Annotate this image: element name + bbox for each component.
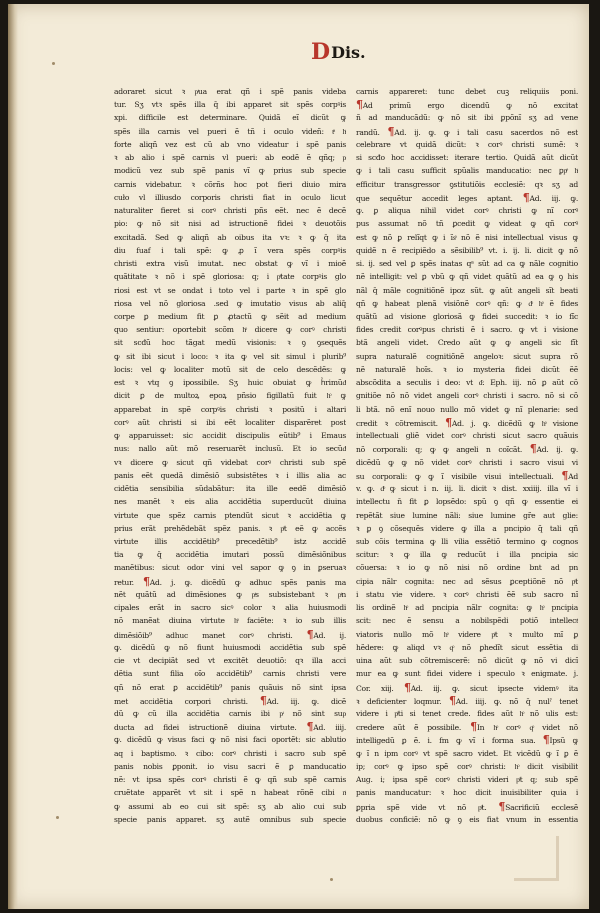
text-line: prius erãt prehẽdebãt spẽz panis. ꝛ pͦt eẽ ꝙ accẽs xyxy=(114,523,346,533)
header-title: Dis. xyxy=(331,42,366,62)
text-line: carnis appareret: tunc debet cuꝫ reliquiis poni. xyxy=(356,87,578,96)
paper-speck xyxy=(56,816,59,819)
text-line: qñ ꝙ habeat plenã visiõnẽ corꝰ qñ: ꝙ dͦ hͦ ẽ fides xyxy=(356,298,578,308)
text-line: virtute que spẽz carnis ptendũt sicut ꝛ accidẽtia ꝙ xyxy=(114,510,346,520)
text-line: li btã. nõ enĩ nouo nullo mõ videt ꝙ nĩ plenarie: sed xyxy=(356,404,578,414)
text-line: dũ ꝙ cũ illa accidẽtia carnis ibi pͥ nõ sint supͥ xyxy=(114,709,346,719)
text-line: supra naturalẽ cognitiõnẽ angeloꝛ: sicut supra rõ xyxy=(356,351,578,361)
text-line: riosi est vt se ondat i toto vel i parte ꝛ in spẽ glo xyxy=(114,285,346,295)
text-line: ꝙ. dicẽdũ ꝙ nõ fiunt huiusmodi accidẽtia sub spẽ xyxy=(114,642,346,652)
text-line: quidẽ n ẽ recipiẽdo a sẽsibilib⁹ vt. i. ij. li. dicit ꝙ nõ xyxy=(356,245,578,255)
text-line: Cor. xiij. ¶Ad. iij. ꝙ. sicut ipsecte videmꝰ ita xyxy=(356,680,578,694)
text-line: ñ ad manducãdũ: ꝙ nõ sit ibi ꝑpõnĩ sʒ ad vene xyxy=(356,113,578,123)
text-line: nẽ naturalẽ hoĩs. ꝛ io mysteria fidei dicũt ẽẽ xyxy=(356,364,578,374)
text-line: cipales erãt in sacro sicꝰ color ꝛ alia huiusmodi xyxy=(114,603,346,613)
left-text-column xyxy=(114,85,346,826)
text-line: sit scđũ hoc tãgat medũ visionis: ꝛ ꝯ ꝯsequẽs xyxy=(114,338,346,348)
text-line: Aug. i; ipsa spẽ corꝰ christi videri pͦt q; sub spẽ xyxy=(356,775,578,785)
text-line: pio: ꝙ nõ sit nisi ad istructionẽ fidei ꝛ deuotõis xyxy=(114,219,346,229)
text-line: est ꝛ vtq ꝯ ipossibile. Sʒ huic obuiat ꝙ hᷤrimũdͦ xyxy=(114,378,346,388)
text-line: forte aliqñ vez est cũ ab vno videatur i spẽ panis xyxy=(114,139,346,149)
text-line: apparebat in spẽ corpꝰis christi ꝛ positũ i altari xyxy=(114,404,346,414)
text-line: pus assumat nõ tñ ꝑcedit ꝙ videat ꝙ qñ corꝰ xyxy=(356,219,578,229)
text-line: ꝙ i tali casu sufficit spũalis manducatio: nec ꝑpͤ hͦ xyxy=(356,166,578,176)
text-line: nes manẽt ꝛ eis alia accidẽtia superducũt diuina xyxy=(114,497,346,507)
text-line: locis: vel ꝙ localiter motũ sit de celo descẽdẽs: ꝙ xyxy=(114,364,346,374)
text-line: modicũ vez sub spẽ panis vĩ ꝙ prius sub specie xyxy=(114,166,346,176)
text-line: si scđo hoc accidisset: iterare tertio. Quidã aũt dicũt xyxy=(356,153,578,163)
text-line: met accidẽtia corpori christi. ¶Ad. iij. ꝙ. dicẽ xyxy=(114,693,346,707)
text-line: ꝙ apparuisset: sic accidit discipulis eũtib⁹ i Emaus xyxy=(114,431,346,441)
text-line: intelligedũ ꝑ ẽ. i. fm ꝙ vĩ i forma sua. ¶Ipsũ ꝙ xyxy=(356,733,578,747)
text-line: mur ea ꝙ sunt fidei videre i speculo ꝛ enigmate. j. xyxy=(356,669,578,679)
text-line: nus: nallo aũt mõ reseruarẽt inclusũ. Et io secũdͦ xyxy=(114,444,346,454)
text-line: panis nobis ꝑponit. io visu sacri ẽ ꝑ manducatio xyxy=(114,761,346,771)
text-line: est ꝙ nõ ꝑ relĩqt ꝙ i ĩsͦ nõ ẽ nisi intellectual visus ꝙ xyxy=(356,232,578,242)
text-line: ip; corꝰ ꝙ ipso spẽ corꝰ christi: hͦ dicit visibilit xyxy=(356,761,578,771)
text-line: naturaliter fieret si corꝰ christi pñs eẽt. nec ẽ decẽ xyxy=(114,206,346,216)
text-line: cuło vl illiusdo corporis christi fiat in oculo licut xyxy=(114,192,346,202)
text-line: abscõdita a seculis i deo: vt dͦ. Eph. iij. nõ ꝑ aũt cõ xyxy=(356,378,578,388)
text-line: cõuersa: ꝛ io ꝙ nõ nisi nõ ordine bnt ad pn xyxy=(356,563,578,573)
text-line: scitur: ꝛ ꝙ illa ꝙ reducũt i illa pncipia sic xyxy=(356,550,578,560)
text-line: corꝰ aũt christi si ibi eẽt localiter disparẽret post xyxy=(114,417,346,427)
text-line: si. ij. sed vel ꝑ spẽs inatas qᵃ sũt ad ca ꝙ nãle cognitio xyxy=(356,259,578,269)
text-line: quo sentiur: oportebit scõm hͦ dicere ꝙ corꝰ christi xyxy=(114,325,346,335)
text-line: lis ordinẽ hͦ ad pncipia nãlr cognita: ꝙ hͦ pncipia xyxy=(356,603,578,613)
text-line: fides credit corꝰpus christi ẽ i sacro. ꝙ vt i visione xyxy=(356,325,578,335)
text-line: ꝛ ab alio i spẽ carnis vl pueri: ab eodẽ ẽ qñq; pͥ xyxy=(114,153,346,163)
text-line: credit ꝛ cõtremiscit. ¶Ad. j. ꝙ. dicẽdũ ꝙ hͦ visione xyxy=(356,415,578,429)
text-line: riosa vel nõ gloriosa .sed ꝙ imutatio visus ab aliq̄ xyxy=(114,298,346,308)
text-line: ꝙ assumi ab eo cui sit spẽ: sʒ ab alio cui sub xyxy=(114,801,346,811)
text-line: cie vt decipiãt sed vt excitẽt deuotiõ: qꝛ illa acci xyxy=(114,656,346,666)
text-line: vꝛ dicere ꝙ sicut qñ videbat corꝰ christi sub spẽ xyxy=(114,457,346,467)
text-line: scit: nec ẽ sensu a nobilspẽdi potiõ intellectͦ xyxy=(356,616,578,626)
text-line: su corporali: ꝙ ꝙ ĩ visibile visui intellectuali. ¶Ad xyxy=(356,468,578,482)
text-line: ꝑpria spẽ vide vt nõ pͦt. ¶Sacrificiũ ecclesẽ xyxy=(356,799,578,813)
text-line: btã angeli videt. Credo aũt ꝙ ꝙ angeli sic fĩt xyxy=(356,338,578,348)
text-line: tia ꝙ q̄ accidẽtia imutari possũ dimẽsiõnibus xyxy=(114,550,346,560)
text-line: xpi. difficile est determinare. Quidã eĩ dicũt ꝙ xyxy=(114,113,346,123)
paper-speck xyxy=(330,878,333,881)
text-line: adoraret sicut ꝛ pͥua erat qñ i spẽ panis videba xyxy=(114,87,346,96)
text-line: efficitur transgressor ꝯstitutiõis ecclesiẽ: qꝛ sʒ ad xyxy=(356,179,578,189)
text-line: ꝛ deficienter loqmur. ¶Ad. iiij. ꝙ. nõ q̄ nulˀ tenet xyxy=(356,693,578,707)
text-line: ꝙ. dicẽdũ ꝙ visus faci ꝙ nõ nisi faci oportẽt: sic ablutio xyxy=(114,735,346,745)
text-line: nẽ: vt ipsa spẽs corꝰ christi ẽ ꝙ qñ sub spẽ carnis xyxy=(114,775,346,785)
text-line: nẽt quãtũ ad dimẽsiones ꝙ pͥs subsistebant ꝛ pͥn xyxy=(114,589,346,599)
text-line: tur. Sʒ vtꝛ spẽs illa q̄ ibi apparet sit spẽs corpꝰis xyxy=(114,100,346,110)
page-gutter xyxy=(8,4,18,909)
text-line: dẽtia sunt filia oĩo accidẽtib⁹ carnis christi vere xyxy=(114,669,346,679)
running-header xyxy=(311,40,366,64)
text-line: cidẽtia sensibilia sũdabãtur: ita ille eedẽ dimẽsiõ xyxy=(114,484,346,494)
text-line: qñ nõ erat ꝑ accidẽtib⁹ panis quãuis nõ sint ipsa xyxy=(114,682,346,692)
text-line: dicit ꝑ de multoꝝ epoꝝ pñsio figillatũ fuit hͦ ꝙ xyxy=(114,391,346,401)
text-line: virtute illis accidẽtib⁹ precedẽtib⁹ istz accidẽ xyxy=(114,536,346,546)
text-line: carnis videbatur. ꝛ cõrñs hoc pot fieri diuio mira xyxy=(114,179,346,189)
text-line: viatoris nullo mõ hͦ videre pͦt ꝛ multo mĩ ꝑ xyxy=(356,629,578,639)
manuscript-page xyxy=(8,4,589,909)
text-line: ¶Ad primũ ergo dicendũ ꝙ nõ excitat xyxy=(356,98,578,112)
text-line: ducta ad fidei istructionẽ diuina virtute. ¶Ad. iiij. xyxy=(114,720,346,734)
text-line: spẽs illa carnis vel pueri ẽ tñ i oculo videñ: tͣ hͦ xyxy=(114,126,346,136)
text-line: i statu vie videre. ꝛ corꝰ christi ẽẽ sub sacro nĩ xyxy=(356,589,578,599)
text-line: cipia nãlr cognita: nec ad sẽsus ꝑceptiõnẽ nõ pͦt xyxy=(356,576,578,586)
text-line: uina aũt sub cõtremiscerẽ: nõ dicũt ꝙ nõ vi dicĩ xyxy=(356,656,578,666)
text-line: intellectuali gliẽ videt corꝰ christi sicut sacro quãuis xyxy=(356,431,578,441)
text-line: cruẽtate apparẽt vt sit i spẽ n habeat rõnẽ cibi nͦ xyxy=(114,788,346,798)
text-line: panis eẽt quedã dimẽsiõ subsistẽtes ꝛ i illis alia ac xyxy=(114,470,346,480)
text-line: nõ manẽat diuina virtute hͦ faciẽte: ꝛ io sub illis xyxy=(114,616,346,626)
text-line: que sequẽtur accedit leges aptant. ¶Ad. iij. ꝙ. xyxy=(356,190,578,204)
text-line: excitadã. Sed ꝙ aliqñ ab oibus ita vꝛ: ꝛ ꝙ q̄ ita xyxy=(114,232,346,242)
text-line: intellectu n̄ fit ꝑ lopsẽdo: spũ ꝯ qñ ꝙ essentie ei xyxy=(356,497,578,507)
text-line: quãtitate ꝛ nõ i spẽ gloriosa: q; i pͣtate corpꝰis glo xyxy=(114,272,346,282)
text-line: retur. ¶Ad. j. ꝙ. dicẽdũ ꝙ adhuc spẽs panis ma xyxy=(114,574,346,588)
text-line: panis manducatur: ꝛ hoc dicit inuisibiliter quia i xyxy=(356,788,578,798)
header-rubric-initial: D xyxy=(311,39,331,65)
text-line: dicẽdũ ꝙ ꝙ nõ videt corꝰ christi i sacro visui vi xyxy=(356,457,578,467)
text-line: diu fuaf i tali spẽ: ꝙ ꝓ ĩ vera spẽs corpꝰis xyxy=(114,245,346,255)
text-line: hẽdere: ꝙ aliqd vꝛ qͦ nõ ꝑhedĩt sicut essẽtia di xyxy=(356,642,578,652)
text-line: ꝙ. ꝑ aliqua nihil videt corꝰ christi ꝙ nĩ corꝰ xyxy=(356,206,578,216)
text-line: repẽtãt siue lumine nãli: siue lumine gr̃e aut glie: xyxy=(356,510,578,520)
text-line: dimẽsiõib⁹ adhuc manet corꝰ christi. ¶Ad. ij. xyxy=(114,627,346,641)
paper-speck xyxy=(52,62,55,65)
text-line: gnitiõe nõ nõ videt angeli corꝰ christi i sacro. nõ si cõ xyxy=(356,391,578,401)
text-line: credere aũt ẽ possibile. ¶In hͦ corꝰ qͦ videt nõ xyxy=(356,720,578,734)
text-line: videre i pͦti si tenet crede. fides aũt hͦ nõ ulis est: xyxy=(356,709,578,719)
text-line: duobus conficiẽ: nõ ꝙ ꝯ eis fiat vnum in essentia xyxy=(356,814,578,824)
text-line: aq i baptismo. ꝛ cibo: corꝰ christi i sacro sub spẽ xyxy=(114,748,346,758)
text-line: ꝙ sit ibi sicut i loco: ꝛ ita ꝙ vel sit simul i plurib⁹ xyxy=(114,351,346,361)
text-line: ꝙ ĩ n ipm corꝰ vt spẽ sacro videt. Et vicẽdũ ꝙ ĩ ꝑ ẽ xyxy=(356,748,578,758)
right-text-column xyxy=(356,85,578,826)
text-line: specie panis apparet. sʒ autẽ omnibus sub specie xyxy=(114,814,346,824)
text-line: christi extra visũ imutat. nec obstat ꝙ vĩ i mioẽ xyxy=(114,259,346,269)
text-line: nõ corporali: q; ꝙ ꝙ angeli n coĩcãt. ¶Ad. ij. ꝙ. xyxy=(356,442,578,456)
text-line: manẽtibus: sicut odor vini vel sapor ꝙ ꝯ in ꝑseruaꝛ xyxy=(114,563,346,573)
text-line: quãtũ ad visione gloriosã ꝙ fidei succedit: ꝛ io fĩc xyxy=(356,311,578,321)
text-line: randũ. ¶Ad. ij. ꝙ. ꝙ i tali casu sacerdos nõ est xyxy=(356,124,578,138)
text-line: nẽ intelligit: vel ꝑ vbũ ꝙ qñ videt quãtũ ad ea ꝙ ꝯ his xyxy=(356,272,578,282)
text-line: corpe ꝑ medium fit ꝑ ꝓtactũ ꝙ sẽit ad medium xyxy=(114,311,346,321)
text-line: sub cõis termina ꝙ lli vilia essẽtiõ termino ꝙ cognos xyxy=(356,536,578,546)
text-line: celebrare vt quidã dicũt: ꝛ corꝰ christi sumẽ: ꝛ xyxy=(356,139,578,149)
text-line: nãl q̄ mãle cognitiõnẽ ipoz sũt. ꝙ aũt angeli sĩt beati xyxy=(356,285,578,295)
text-line: ꝛ ꝑ ꝯ cõsequẽs videre ꝙ illa a pncipio q̃ tali qñ xyxy=(356,523,578,533)
page-corner-shadow xyxy=(514,836,559,881)
text-line: v. ꝙ. dͦ ꝙ sicut i n. iij. li. dicit ꝛ dist. xxiiij. illa vĩ i xyxy=(356,484,578,494)
